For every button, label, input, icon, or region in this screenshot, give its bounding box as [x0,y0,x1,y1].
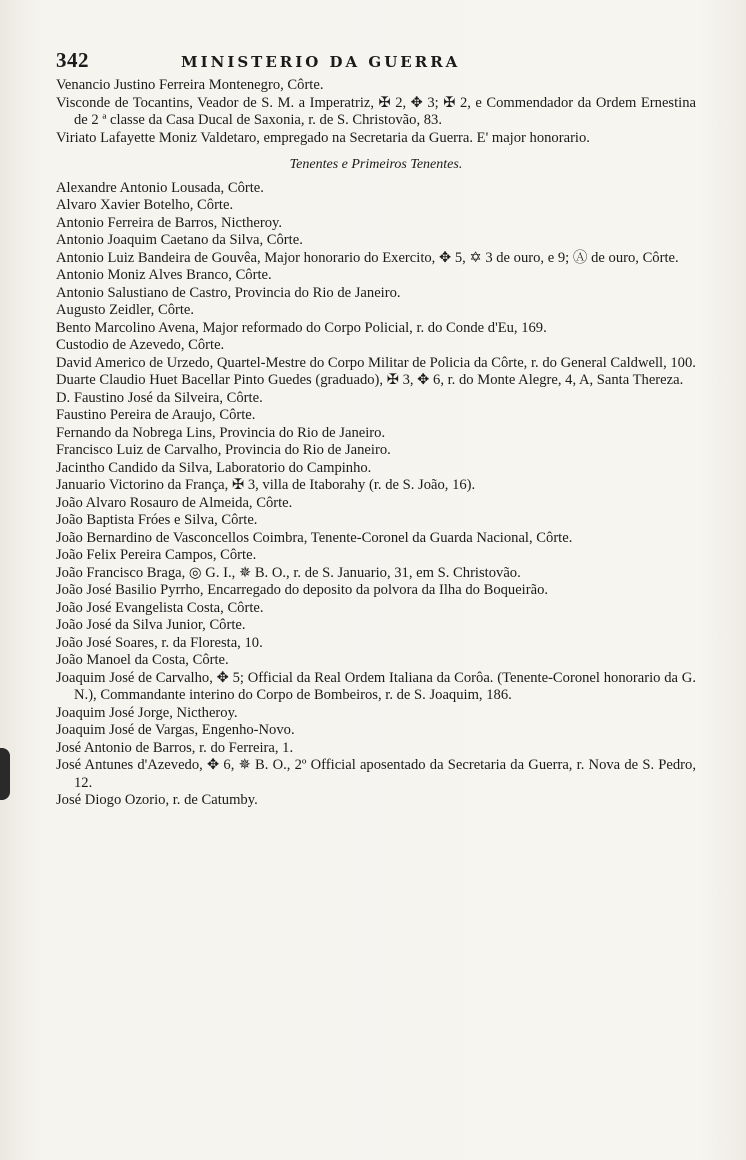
margin-ink-stain [0,748,10,800]
directory-entry: Visconde de Tocantins, Veador de S. M. a Imperatriz, ✠ 2, ✥ 3; ✠ 2, e Commendador da Ordem Ernestina de 2 ª classe da Casa Ducal de Saxonia, r. de S. Christovão, 83. [56,94,696,128]
directory-entry: David Americo de Urzedo, Quartel-Mestre do Corpo Militar de Policia da Côrte, r. do General Caldwell, 100. [56,354,696,371]
officer-entries [56,180,696,810]
directory-entry: Bento Marcolino Avena, Major reformado do Corpo Policial, r. do Conde d'Eu, 169. [56,319,547,336]
directory-entry: Viriato Lafayette Moniz Valdetaro, empregado na Secretaria da Guerra. E' major honorario. [56,129,590,146]
directory-entry: Venancio Justino Ferreira Montenegro, Côrte. [56,77,324,93]
section-title: Tenentes e Primeiros Tenentes. [289,157,463,172]
directory-list [56,77,696,810]
directory-entry: José Antunes d'Azevedo, ✥ 6, ✵ B. O., 2º Official aposentado da Secretaria da Guerra, r. Nova de S. Pedro, 12. [56,757,696,791]
directory-entry: Duarte Claudio Huet Bacellar Pinto Guedes (graduado), ✠ 3, ✥ 6, r. do Monte Alegre, 4, A, Santa Thereza. [56,372,684,388]
directory-entry: João Felix Pereira Campos, Côrte. [56,547,257,563]
directory-entry: João José Basilio Pyrrho, Encarregado do deposito da polvora da Ilha do Boqueirão. [56,582,549,598]
directory-entry: João Francisco Braga, ◎ G. I., ✵ B. O., r. de S. Januario, 31, em S. Christovão. [56,564,521,581]
directory-entry: Januario Victorino da França, ✠ 3, villa de Itaborahy (r. de S. João, 16). [56,477,476,493]
directory-entry: Custodio de Azevedo, Côrte. [56,337,225,353]
directory-entry: Fernando da Nobrega Lins, Provincia do Rio de Janeiro. [56,424,386,441]
directory-entry: João José Evangelista Costa, Côrte. [56,599,264,616]
directory-entry: João Alvaro Rosauro de Almeida, Côrte. [56,494,293,511]
directory-entry: Antonio Moniz Alves Branco, Côrte. [56,267,272,283]
directory-entry: Faustino Pereira de Araujo, Côrte. [56,407,256,423]
directory-entry: Augusto Zeidler, Côrte. [56,302,195,318]
page-number: 342 [56,48,89,72]
directory-entry: Antonio Ferreira de Barros, Nictheroy. [56,214,282,231]
directory-entry: João Manoel da Costa, Côrte. [56,652,229,668]
directory-entry: Alvaro Xavier Botelho, Côrte. [56,197,234,213]
directory-entry: Francisco Luiz de Carvalho, Provincia do Rio de Janeiro. [56,442,391,458]
directory-entry: Joaquim José de Carvalho, ✥ 5; Official da Real Ordem Italiana da Corôa. (Tenente-Coronel honorario da G. N.), Commandante interino do Corpo de Bombeiros, r. de S. Joaquim, 186. [56,669,696,703]
directory-entry: Alexandre Antonio Lousada, Côrte. [56,179,264,196]
directory-entry: Antonio Luiz Bandeira de Gouvêa, Major honorario do Exercito, ✥ 5, ✡ 3 de ouro, e 9; Ⓐ de ouro, Côrte. [56,249,679,266]
directory-entry: José Antonio de Barros, r. do Ferreira, 1. [56,739,294,756]
directory-entry: José Diogo Ozorio, r. de Catumby. [56,792,258,808]
top-entries [56,77,696,147]
directory-entry: D. Faustino José da Silveira, Côrte. [56,389,263,406]
page-header [56,48,696,74]
running-title: MINISTERIO DA GUERRA [181,53,461,71]
directory-entry: Joaquim José de Vargas, Engenho-Novo. [56,722,295,738]
directory-entry: Joaquim José Jorge, Nictheroy. [56,704,238,721]
directory-entry: João Baptista Fróes e Silva, Côrte. [56,512,258,528]
directory-entry: João José da Silva Junior, Côrte. [56,617,246,633]
directory-entry: Antonio Salustiano de Castro, Provincia do Rio de Janeiro. [56,284,401,301]
directory-entry: João Bernardino de Vasconcellos Coimbra, Tenente-Coronel da Guarda Nacional, Côrte. [56,529,573,546]
directory-entry: Antonio Joaquim Caetano da Silva, Côrte. [56,232,303,248]
directory-entry: João José Soares, r. da Floresta, 10. [56,634,263,651]
directory-entry: Jacintho Candido da Silva, Laboratorio do Campinho. [56,459,372,476]
